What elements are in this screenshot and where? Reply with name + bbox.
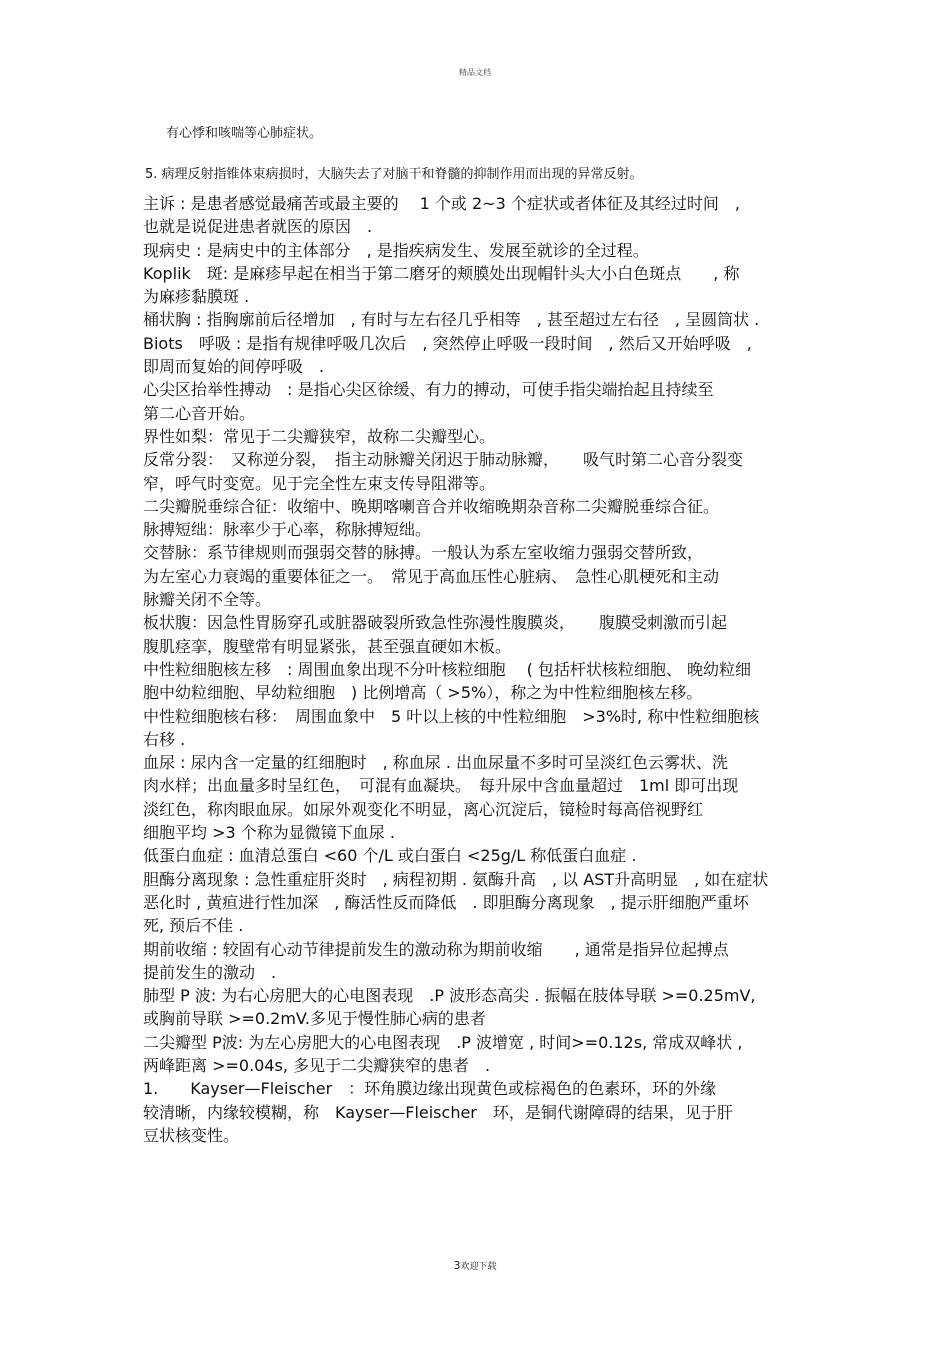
text-line: 血尿 : 尿内含一定量的红细胞时 , 称血尿 . 出血尿量不多时可呈淡红色云雾状、洗 [143, 753, 728, 773]
text-line: 主诉 : 是患者感觉最痛苦或最主要的 1 个或 2~3 个症状或者体征及其经过时间 , [143, 194, 740, 213]
text-line: 第二心音开始。 [143, 403, 256, 423]
text-line: 肉水样；出血量多时呈红色， 可混有血凝块。 每升尿中含血量超过 1ml 即可出现 [143, 776, 739, 796]
text-line: 反常分裂： 又称逆分裂， 指主动脉瓣关闭迟于肺动脉瓣， 吸气时第二心音分裂变 [143, 450, 744, 470]
text-line: 为麻疹黏膜斑 . [143, 287, 250, 307]
text-line: 二尖瓣型 P波: 为左心房肥大的心电图表现 .P 波增宽 , 时间>=0.12s, 常成双峰状 , [143, 1032, 743, 1052]
intro-line-2: 5. 病理反射指锥体束病损时，大脑失去了对脑干和脊髓的抑制作用而出现的异常反射。 [145, 167, 643, 182]
text-line: 1. Kayser—Fleischer ：环角膜边缘出现黄色或棕褐色的色素环，环的外缘 [143, 1079, 717, 1099]
text-line: Koplik 斑: 是麻疹早起在相当于第二磨牙的颊膜处出现帽针头大小白色斑点 , 称 [143, 263, 740, 283]
text-line: 脉搏短绌：脉率少于心率，称脉搏短绌。 [143, 520, 432, 540]
text-line: 低蛋白血症 : 血清总蛋白 <60 个/L 或白蛋白 <25g/L 称低蛋白血症 . [143, 846, 637, 866]
page-footer [0, 1259, 950, 1272]
text-line: 界性如梨：常见于二尖瓣狭窄，故称二尖瓣型心。 [143, 426, 496, 446]
text-line: 或胸前导联 >=0.2mV.多见于慢性肺心病的患者 [143, 1009, 486, 1029]
text-line: 窄，呼气时变宽。见于完全性左束支传导阻滞等。 [143, 473, 496, 493]
page-header: 精品文档 [459, 68, 491, 77]
text-line: 即周而复始的间停呼吸 . [143, 357, 325, 377]
text-line: 较清晰，内缘较模糊，称 Kayser—Fleischer 环，是铜代谢障碍的结果，见于肝 [143, 1102, 733, 1122]
text-line: 两峰距离 >=0.04s, 多见于二尖瓣狭窄的患者 . [143, 1055, 491, 1075]
text-line: 交替脉：系节律规则而强弱交替的脉搏。一般认为系左室收缩力强弱交替所致， [143, 543, 704, 563]
text-line: 期前收缩 : 较固有心动节律提前发生的激动称为期前收缩 , 通常是指异位起搏点 [143, 939, 729, 959]
footer-text: 欢迎下载 [460, 1262, 497, 1272]
text-line: 胆酶分离现象 : 急性重症肝炎时 , 病程初期 . 氨酶升高 , 以 AST升高明显 , 如在症状 [143, 869, 769, 889]
text-line: 豆状核变性。 [143, 1125, 240, 1145]
text-line: 脉瓣关闭不全等。 [143, 590, 272, 610]
text-line: 现病史 : 是病史中的主体部分 , 是指疾病发生、发展至就诊的全过程。 [143, 240, 649, 260]
text-line: 肺型 P 波: 为右心房肥大的心电图表现 .P 波形态高尖 . 振幅在肢体导联 >=0.25mV, [143, 986, 756, 1006]
text-line: 细胞平均 >3 个称为显微镜下血尿 . [143, 823, 395, 843]
text-line: 为左室心力衰竭的重要体征之一。 常见于高血压性心脏病、 急性心肌梗死和主动 [143, 566, 720, 586]
text-line: 中性粒细胞核右移： 周围血象中 5 叶以上核的中性粒细胞 >3%时, 称中性粒细胞核 [143, 706, 760, 726]
page-number: 3 [453, 1259, 461, 1272]
text-line: 腹肌痉挛，腹壁常有明显紧张，甚至强直硬如木板。 [143, 636, 512, 656]
text-line: 心尖区抬举性搏动 : 是指心尖区徐缓、有力的搏动，可使手指尖端抬起且持续至 [143, 380, 714, 400]
text-line: 提前发生的激动 . [143, 962, 277, 982]
document-body [143, 192, 811, 1147]
text-line: 中性粒细胞核左移 : 周围血象出现不分叶核粒细胞 ( 包括杆状核粒细胞、 晚幼粒细 [143, 659, 751, 679]
text-line: 也就是说促进患者就医的原因 . [143, 217, 373, 237]
text-line: 恶化时 , 黄疸进行性加深 , 酶活性反而降低 . 即胆酶分离现象 , 提示肝细胞严重坏 [143, 892, 749, 912]
text-line: 死, 预后不佳 . [143, 916, 244, 936]
text-line: 桶状胸 : 指胸廓前后径增加 , 有时与左右径几乎相等 , 甚至超过左右径 , 呈圆筒状 . [143, 310, 760, 330]
text-line: 二尖瓣脱垂综合征：收缩中、晚期喀喇音合并收缩晚期杂音称二尖瓣脱垂综合征。 [143, 496, 720, 516]
text-line: Biots 呼吸 : 是指有规律呼吸几次后 , 突然停止呼吸一段时间 , 然后又开始呼吸 , [143, 333, 752, 353]
text-line: 板状腹：因急性胃肠穿孔或脏器破裂所致急性弥漫性腹膜炎， 腹膜受刺激而引起 [143, 613, 728, 633]
text-line: 右移 . [143, 729, 186, 749]
intro-line-1: 有心悸和咳喘等心肺症状。 [166, 126, 323, 141]
text-line: 淡红色，称肉眼血尿。如尿外观变化不明显，离心沉淀后，镜检时每高倍视野红 [143, 799, 704, 819]
text-line: 胞中幼粒细胞、早幼粒细胞 ) 比例增高（ >5%），称之为中性粒细胞核左移。 [143, 683, 703, 703]
